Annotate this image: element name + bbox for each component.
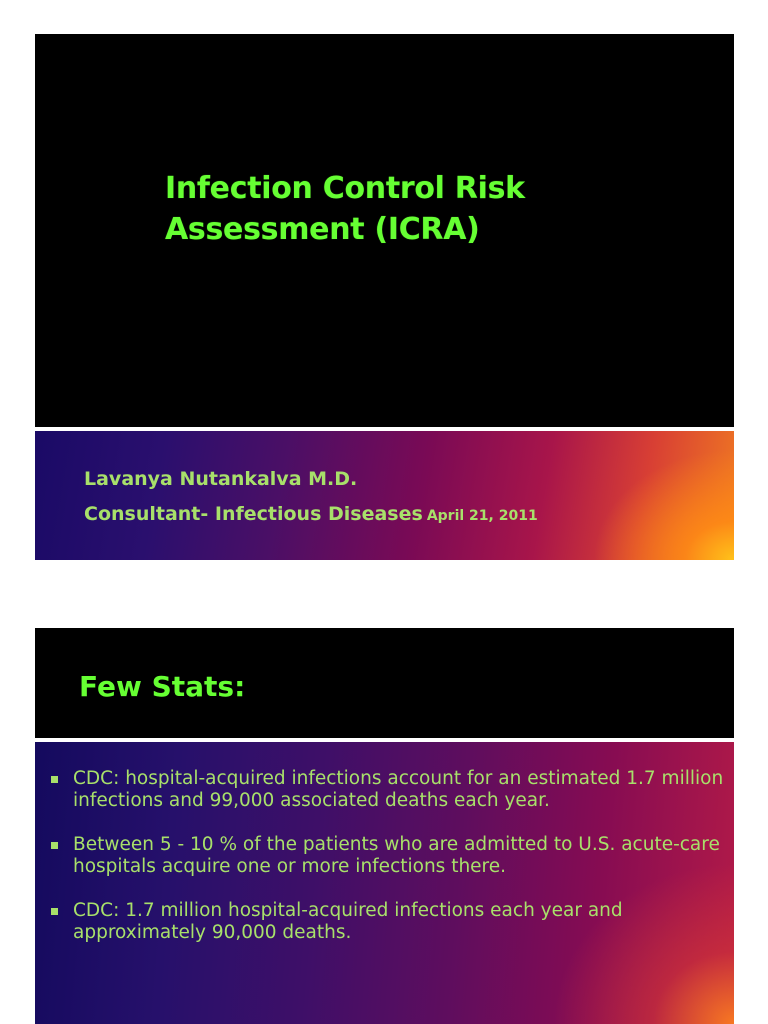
slide-title-line-1: Infection Control Risk <box>165 171 525 206</box>
square-bullet-icon <box>51 908 58 915</box>
author-role: Consultant- Infectious Diseases <box>84 503 423 525</box>
slide-title <box>165 168 705 250</box>
author-role-line <box>84 503 538 525</box>
square-bullet-icon <box>51 776 58 783</box>
stats-bullet-list <box>49 768 725 966</box>
stats-slide-header <box>35 628 734 738</box>
title-slide-header <box>35 34 734 427</box>
list-item <box>49 768 725 812</box>
author-band <box>35 431 734 560</box>
list-item <box>49 834 725 878</box>
stats-slide <box>35 628 734 1024</box>
list-item <box>49 900 725 944</box>
slide-title-line-2: Assessment (ICRA) <box>165 212 480 247</box>
stats-slide-body <box>35 742 734 1024</box>
title-slide <box>35 34 734 560</box>
presentation-date: April 21, 2011 <box>426 508 538 524</box>
stats-slide-title: Few Stats: <box>79 670 246 703</box>
square-bullet-icon <box>51 842 58 849</box>
bullet-text: CDC: 1.7 million hospital-acquired infections each year and approximately 90,000 deaths. <box>73 900 623 943</box>
bullet-text: Between 5 - 10 % of the patients who are admitted to U.S. acute-care hospitals acquire one or more infections there. <box>73 834 720 877</box>
author-name: Lavanya Nutankalva M.D. <box>84 468 358 490</box>
bullet-text: CDC: hospital-acquired infections account for an estimated 1.7 million infections and 99,000 associated deaths each year. <box>73 768 724 811</box>
